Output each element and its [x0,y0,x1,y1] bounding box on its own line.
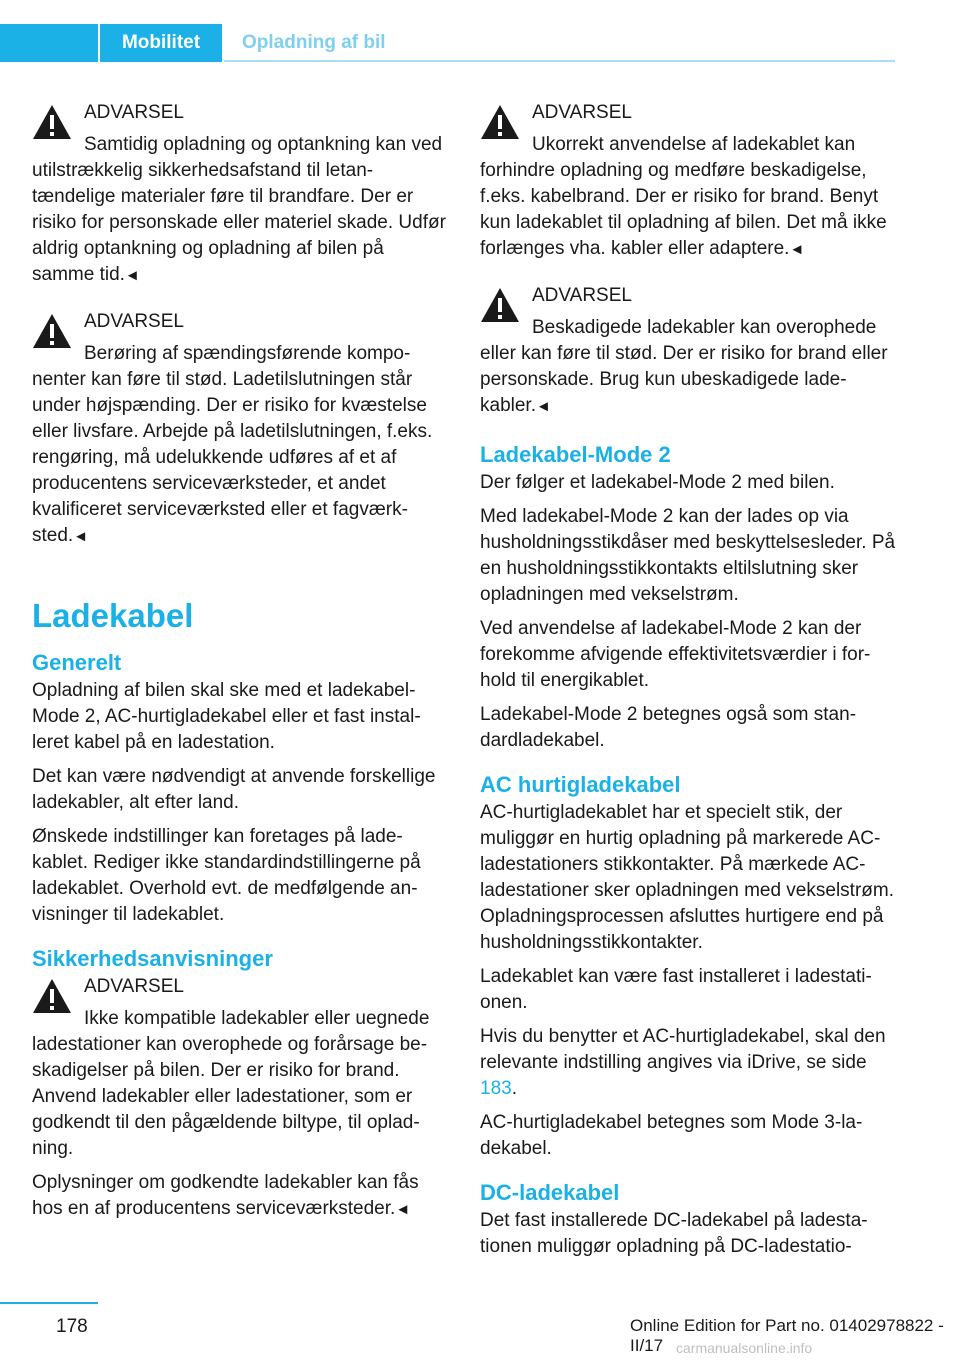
header-subsection: Opladning af bil [242,32,386,53]
warning-text: Oplysninger om godkendte ladekabler kan fås hos en af producentens serviceværksteder.◄ [32,1172,419,1219]
warning-block-4 [480,100,896,263]
page-reference-link[interactable]: 183 [480,1078,512,1099]
warning-triangle-icon [32,313,72,349]
paragraph: Med ladekabel-Mode 2 kan der lades op via husholdningsstikdåser med beskyttelsesleder. På en husholdningsstikkontakts eltilslutning sker opladningen med vekselstrøm. [480,506,896,605]
paragraph: Det fast installerede DC-ladekabel på ladestationen muliggør opladning på DC-ladestatio- [480,1210,868,1257]
warning-triangle-icon [480,104,520,140]
warning-text: Samtidig opladning og optankning kan ved utilstrækkelig sikkerhedsafstand til letantændelige materialer føre til brandfare. Der er risiko for personskade eller materiel skade. Udfør aldrig optankning og opladning af bilen på samme tid.◄ [32,134,446,285]
paragraph: Hvis du benytter et AC-hurtigladekabel, skal den relevante indstilling angives via iDrive, se side 183. [480,1026,886,1099]
warning-text: Ikke kompatible ladekabler eller uegnede ladestationer kan overophede og forårsage beskadigelser på bilen. Der er risiko for brand. Anvend ladekabler eller ladestationer, som er godkendt til den pågældende biltype, til opladning. [32,1008,430,1159]
warning-label: ADVARSEL [84,311,184,332]
left-column [32,100,448,1243]
paragraph: Opladning af bilen skal ske med et ladekabel-Mode 2, AC-hurtigladekabel eller et fast installeret kabel på en ladestation. [32,680,421,753]
section-heading-dc: DC-ladekabel [480,1180,620,1205]
page-number: 178 [56,1316,88,1337]
paragraph: Ved anvendelse af ladekabel-Mode 2 kan der forekomme afvigende effektivitetsværdier i forhold til energikablet. [480,618,871,691]
chapter-heading: Ladekabel [32,597,194,634]
warning-label: ADVARSEL [84,102,184,123]
warning-text: Beskadigede ladekabler kan overophede eller kan føre til stød. Der er risiko for brand eller personskade. Brug kun ubeskadigede ladekabler.◄ [480,317,888,416]
warning-label: ADVARSEL [532,285,632,306]
warning-triangle-icon [32,104,72,140]
watermark: carmanualsonline.info [676,1340,813,1356]
paragraph: Der følger et ladekabel-Mode 2 med bilen. [480,472,835,493]
warning-block-3 [32,974,448,1223]
section-heading-general: Generelt [32,650,122,675]
header-color-block [0,24,98,62]
warning-text: Ukorrekt anvendelse af ladekablet kan forhindre opladning og medføre beskadigelse, f.eks. kabelbrand. Der er risiko for brand. Benyt kun ladekablet til opladning af bilen. Det må ikke forlænges vha. kabler eller adaptere.◄ [480,134,887,259]
end-mark: ◄ [535,398,551,415]
end-mark: ◄ [73,528,89,545]
end-mark: ◄ [789,241,805,258]
section-heading-safety: Sikkerhedsanvisninger [32,946,273,971]
edition-note: Online Edition for Part no. 01402978822 - II/17 [630,1316,944,1355]
section-heading-ac: AC hurtigladekabel [480,772,681,797]
running-header [0,24,895,62]
warning-label: ADVARSEL [532,102,632,123]
end-mark: ◄ [124,267,140,284]
warning-label: ADVARSEL [84,976,184,997]
paragraph: Ønskede indstillinger kan foretages på ladekablet. Rediger ikke standardindstillingerne på ladekablet. Overhold evt. de medfølgende anvisninger til ladekablet. [32,826,421,925]
warning-block-2 [32,309,448,550]
warning-block-1 [32,100,448,289]
warning-triangle-icon [32,978,72,1014]
footer-rule [0,1302,98,1304]
header-section-tab: Mobilitet [100,24,222,62]
paragraph: Det kan være nødvendigt at anvende forskellige ladekabler, alt efter land. [32,766,436,813]
end-mark: ◄ [395,1201,411,1218]
warning-triangle-icon [480,287,520,323]
paragraph: Ladekablet kan være fast installeret i ladestationen. [480,966,872,1013]
warning-text: Berøring af spændingsførende komponenter kan føre til stød. Ladetilslutningen står under højspænding. Der er risiko for kvæstelse eller livsfare. Arbejde på ladetilslutningen, f.eks. rengøring, må udelukkende udføres af et af producentens serviceværksteder, et andet kvalificeret serviceværksted eller et fagværksted.◄ [32,343,433,546]
paragraph: AC-hurtigladekablet har et specielt stik, der muliggør en hurtig opladning på markerede AC-ladestationers stikkontakter. På mærkede AC-ladestationer sker opladningen med vekselstrøm. Opladningsprocessen afsluttes hurtigere end på husholdningsstikkontakter. [480,802,894,953]
section-heading-mode2: Ladekabel-Mode 2 [480,442,671,467]
paragraph: AC-hurtigladekabel betegnes som Mode 3-ladekabel. [480,1112,863,1159]
right-column [480,100,896,1268]
warning-block-5 [480,283,896,420]
paragraph: Ladekabel-Mode 2 betegnes også som standardladekabel. [480,704,857,751]
header-rule [224,60,895,62]
